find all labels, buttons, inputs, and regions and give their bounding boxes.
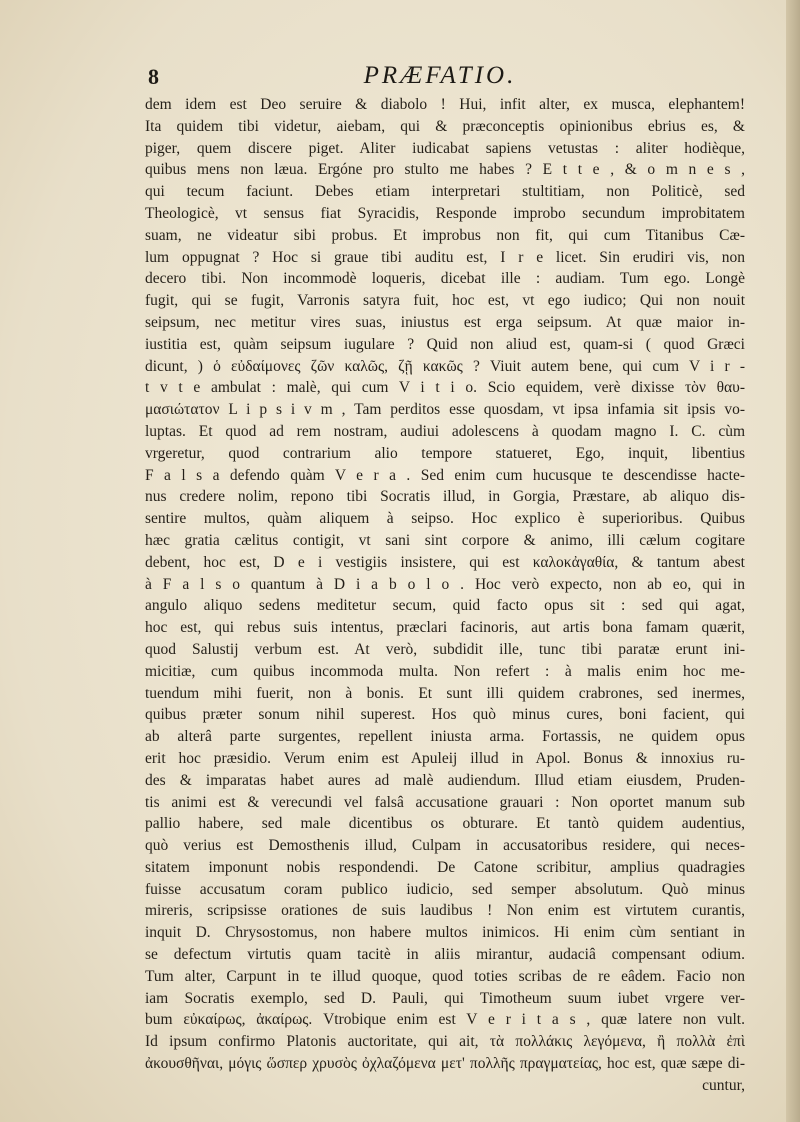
text-line: iustitia est, quàm seipsum iugulare ? Quid non aliud est, quam-si ( quod Græci (145, 335, 745, 353)
text-line: dicunt, ) ὁ εὐδαίμονες ζῶν καλῶς, ζῇ κακῶς ? Viuit autem bene, qui cum V i r - (145, 357, 745, 375)
catchword: cuntur, (702, 1076, 745, 1094)
text-line: tuendum mihi fuerit, non à bonis. Et sunt illi quidem crabrones, sed inermes, (145, 684, 745, 702)
text-line: hoc est, qui rebus suis intentus, præclari facinoris, aut artis bona famam quærit, (145, 619, 745, 637)
text-line: qui tecum faciunt. Debes etiam interpretari stultitiam, non Politicè, sed (145, 183, 745, 201)
text-line: quò verius est Demosthenis illud, Culpam in accusatoribus residere, qui neces- (145, 837, 745, 855)
text-line: debent, hoc est, D e i vestigiis insistere, qui est καλοκἀγαθία, & tantum abest (145, 553, 745, 571)
text-line: iam Socratis exemplo, sed D. Pauli, qui Timotheum suum iubet vrgere ver- (145, 989, 745, 1007)
text-line: seipsum, nec metitur vires suas, iniustus est erga seipsum. At quæ maior in- (145, 313, 745, 331)
text-line: sitatem imponunt nobis respondendi. De Catone scribitur, amplius quadragies (145, 858, 745, 876)
text-line: F a l s a defendo quàm V e r a . Sed enim cum hucusque te descendisse hacte- (145, 466, 745, 484)
text-line: decero tibi. Non incommodè loqueris, dicebat ille : audiam. Tum ego. Longè (145, 270, 745, 288)
text-line: pallio habere, sed male dicentibus os obturare. Et tantò quidem audentius, (145, 815, 745, 833)
text-line: nus credere nolim, repono tibi Socratis illud, in Gorgia, Præstare, ab aliquo dis- (145, 488, 745, 506)
text-line: ab alterâ parte surgentes, repellent iniusta arma. Fortassis, ne quidem opus (145, 728, 745, 746)
text-line: angulo aliquo sedens meditetur secum, quid facto opus sit : sed qui agat, (145, 597, 745, 615)
text-line: Id ipsum confirmo Platonis auctoritate, qui ait, τὰ πολλάκις λεγόμενα, ἢ πολλὰ ἐπὶ (145, 1033, 745, 1051)
text-line: à F a l s o quantum à D i a b o l o . Hoc verò expecto, non ab eo, qui in (145, 575, 745, 593)
text-line: μασιώτατον L i p s i v m , Tam perditos esse quosdam, vt ipsa infamia sit ipsis vo- (145, 401, 745, 419)
text-line: Ita quidem tibi videtur, aiebam, qui & præconceptis opinionibus ebrius es, & (145, 117, 745, 135)
body-text (145, 94, 745, 1097)
text-line: dem idem est Deo seruire & diabolo ! Hui, infit alter, ex musca, elephantem! (145, 96, 745, 113)
text-line: erit hoc præsidio. Verum enim est Apuleij illud in Apol. Bonus & innoxius ru- (145, 749, 745, 767)
running-title: PRÆFATIO. (363, 62, 517, 89)
text-line: vrgeretur, quod contrarium alio tempore statueret, Ego, inquit, libentius (145, 444, 745, 462)
page-header (140, 62, 740, 94)
text-line: des & imparatas habet aures ad malè audiendum. Illud etiam eiusdem, Pruden- (145, 771, 745, 789)
text-line: luptas. Et quod ad rem nostram, audiui adolescens à quodam magno I. C. cùm (145, 422, 745, 440)
text-line: suam, ne videatur sibi probus. Et improbus non fit, qui cum Titanibus Cæ- (145, 226, 745, 244)
text-line: fuisse accusatum coram publico iudicio, sed semper absolutum. Quò minus (145, 880, 745, 898)
text-line: t v t e ambulat : malè, qui cum V i t i o. Scio equidem, verè dixisse τὸν θαυ- (145, 379, 745, 397)
text-line: quibus mens non læua. Ergóne pro stulto me habes ? E t t e , & o m n e s , (145, 161, 745, 179)
text-line: quibus præter sonum nihil superest. Hos quò minus cures, boni facient, qui (145, 706, 745, 724)
page-number: 8 (148, 64, 159, 89)
page-edge (786, 0, 800, 1122)
text-line: ἀκουσθῆναι, μόγις ὥσπερ χρυσὸς ὀχλαζόμενα μετ' πολλῆς πραγματείας, hoc est, quæ sæpe di- (145, 1055, 745, 1073)
text-line: fugit, qui se fugit, Varronis satyra fuit, hoc est, vt ego iudico; Qui non nouit (145, 292, 745, 310)
text-line: quod Salustij verbum est. At verò, subdidit ille, tunc tibi paratæ erunt ini- (145, 640, 745, 658)
text-line: lum oppugnat ? Hoc si graue tibi auditu est, I r e licet. Sin erudiri vis, non (145, 248, 745, 266)
text-line: piger, quem discere piget. Aliter iudicabat sapiens vetustas : aliter hodièque, (145, 139, 745, 157)
text-line: Tum alter, Carpunt in te illud quoque, quod toties scribas de re eâdem. Facio non (145, 967, 745, 985)
text-line: bum εὐκαίρως, ἀκαίρως. Vtrobique enim est V e r i t a s , quæ latere non vult. (145, 1011, 745, 1029)
text-line: hæc gratia cælitus contigit, vt sani sint corpore & animo, illi cælum cogitare (145, 531, 745, 549)
text-line: mireris, scripsisse orationes de suis laudibus ! Non enim est virtutem curantis, (145, 902, 745, 920)
text-line: micitiæ, cum quibus incommoda multa. Non refert : à malis enim hoc me- (145, 662, 745, 680)
text-line: tis animi est & verecundi vel falsâ accusatione grauari : Non oportet manum sub (145, 793, 745, 811)
text-line: inquit D. Chrysostomus, non habere multos inimicos. Hi enim cùm sentiant in (145, 924, 745, 942)
text-line: se defectum virtutis quam tacitè in aliis mirantur, audaciâ compensant odium. (145, 946, 745, 964)
text-line: Theologicè, vt sensus fiat Syracidis, Responde improbo secundum improbitatem (145, 204, 745, 222)
text-line: sentire multos, quàm aliquem à seipso. Hoc explico è superioribus. Quibus (145, 510, 745, 528)
